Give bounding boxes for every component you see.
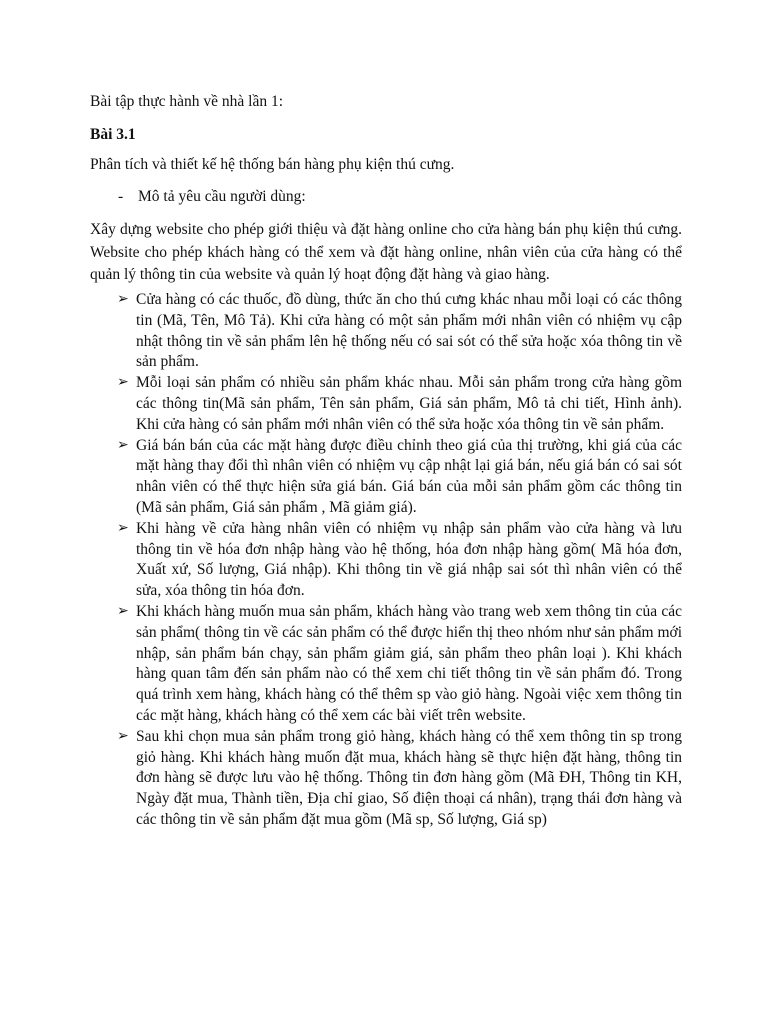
list-item-text: Giá bán bán của các mặt hàng được điều chỉnh theo giá của thị trường, khi giá của các mặt hàng thay đổi thì nhân viên có nhiệm vụ cập nhật lại giá bán, nếu giá bán có sai sót nhân viên có thể thực hiện sửa giá bán. Giá bán của mỗi sản phẩm gồm các thông tin (Mã sản phẩm, Giá sản phẩm , Mã giảm giá). xyxy=(136,436,682,516)
list-item xyxy=(117,602,682,727)
arrowhead-bullet-icon: ➢ xyxy=(117,520,129,536)
list-item-text: Khi khách hàng muốn mua sản phẩm, khách hàng vào trang web xem thông tin của các sản phẩm( thông tin về các sản phẩm có thể được hiển thị theo nhóm như sản phẩm mới nhập, sản phẩm bán chạy, sản phẩm giảm giá, sản phẩm theo phân loại ). Khi khách hàng quan tâm đến sản phẩm nào có thể xem chi tiết thông tin về sản phẩm đó. Trong quá trình xem hàng, khách hàng có thể thêm sp vào giỏ hàng. Ngoài việc xem thông tin các mặt hàng, khách hàng có thể xem các bài viết trên website. xyxy=(136,602,682,724)
list-item xyxy=(117,519,682,602)
arrowhead-bullet-icon: ➢ xyxy=(117,437,129,453)
list-item xyxy=(117,436,682,519)
arrowhead-bullet-icon: ➢ xyxy=(117,728,129,744)
arrowhead-bullet-icon: ➢ xyxy=(117,603,129,619)
dash-item-text: Mô tả yêu cầu người dùng: xyxy=(138,188,306,205)
exercise-heading: Bài 3.1 xyxy=(90,126,136,143)
list-item-text: Cửa hàng có các thuốc, đồ dùng, thức ăn cho thú cưng khác nhau mỗi loại có các thông tin (Mã, Tên, Mô Tả). Khi cửa hàng có một sản phẩm mới nhân viên có nhiệm vụ cập nhật thông tin về sản phẩm lên hệ thống nếu có sai sót có thể sửa hoặc xóa thông tin về sản phẩm. xyxy=(136,291,682,371)
list-item xyxy=(117,290,682,373)
intro-paragraph: Xây dựng website cho phép giới thiệu và đặt hàng online cho cửa hàng bán phụ kiện thú cưng. Website cho phép khách hàng có thể xem và đặt hàng online, nhân viên của cửa hàng có thể quản lý thông tin của website và quản lý hoạt động đặt hàng và giao hàng. xyxy=(90,221,682,283)
dash-list-item xyxy=(118,188,306,206)
homework-title: Bài tập thực hành về nhà lần 1: xyxy=(90,93,284,110)
arrowhead-bullet-icon: ➢ xyxy=(117,375,129,391)
list-item xyxy=(117,727,682,831)
dash-marker: - xyxy=(118,188,124,205)
list-item-text: Khi hàng về cửa hàng nhân viên có nhiệm vụ nhập sản phẩm vào cửa hàng và lưu thông tin về hóa đơn nhập hàng vào hệ thống, hóa đơn nhập hàng gồm( Mã hóa đơn, Xuất xứ, Số lượng, Giá nhập). Khi thông tin về giá nhập sai sót thì nhân viên có thể sửa, xóa thông tin hóa đơn. xyxy=(136,519,682,600)
list-item xyxy=(117,373,682,435)
subject-line: Phân tích và thiết kế hệ thống bán hàng phụ kiện thú cưng. xyxy=(90,156,455,173)
list-item-text: Sau khi chọn mua sản phẩm trong giỏ hàng, khách hàng có thể xem thông tin sp trong giỏ hàng. Khi khách hàng muốn đặt mua, khách hàng sẽ thực hiện đặt hàng, thông tin đơn hàng sẽ được lưu vào hệ thống. Thông tin đơn hàng gồm (Mã ĐH, Thông tin KH, Ngày đặt mua, Thành tiền, Địa chỉ giao, Số điện thoại cá nhân), trạng thái đơn hàng và các thông tin về sản phẩm đặt mua gồm (Mã sp, Số lượng, Giá sp) xyxy=(136,727,682,828)
list-item-text: Mỗi loại sản phẩm có nhiều sản phẩm khác nhau. Mỗi sản phẩm trong cửa hàng gồm các thông tin(Mã sản phẩm, Tên sản phẩm, Giá sản phẩm, Mô tả chi tiết, Hình ảnh). Khi cửa hàng có sản phẩm mới nhân viên có thể sửa hoặc xóa thông tin về sản phẩm. xyxy=(136,374,682,433)
requirements-list xyxy=(117,290,682,831)
arrowhead-bullet-icon: ➢ xyxy=(117,292,129,307)
